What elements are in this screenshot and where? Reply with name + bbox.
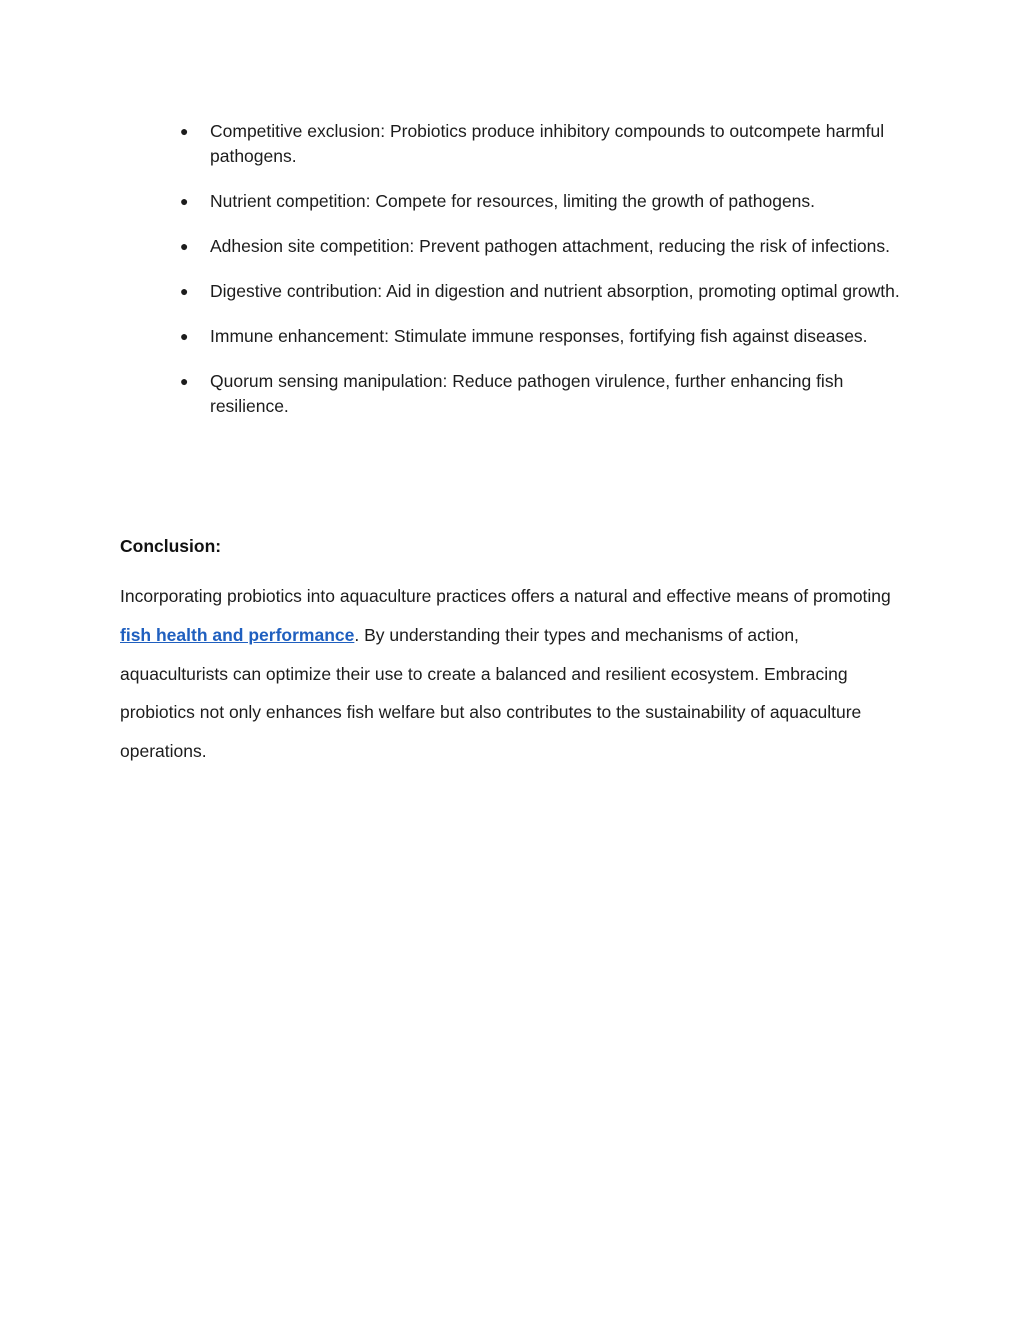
bullet-marker: ● <box>180 238 189 254</box>
bullet-text: Digestive contribution: Aid in digestion and nutrient absorption, promoting optimal growth. <box>210 281 900 301</box>
list-item <box>180 189 900 214</box>
fish-health-link[interactable]: fish health and performance <box>120 624 355 645</box>
bullet-text: Adhesion site competition: Prevent pathogen attachment, reducing the risk of infections. <box>210 236 890 256</box>
conclusion-text-end: . By understanding their types and mechanisms of action, aquaculturists can optimize their use to create a balanced and resilient ecosystem. Embracing probiotics not only enhances fish welfare but also contributes to the sustainability of aquaculture operations. <box>120 624 862 762</box>
list-item <box>180 369 900 419</box>
bullet-marker: ● <box>180 373 189 389</box>
bullet-text: Immune enhancement: Stimulate immune responses, fortifying fish against diseases. <box>210 326 868 346</box>
bullet-marker: ● <box>180 193 189 209</box>
bullet-marker: ● <box>180 283 189 299</box>
list-item <box>180 234 900 259</box>
list-item <box>180 119 900 169</box>
list-item <box>180 279 900 304</box>
bullet-text: Nutrient competition: Compete for resources, limiting the growth of pathogens. <box>210 191 816 211</box>
bullet-text: Quorum sensing manipulation: Reduce pathogen virulence, further enhancing fish resilience. <box>210 371 844 416</box>
bullet-text: Competitive exclusion: Probiotics produce inhibitory compounds to outcompete harmful pathogens. <box>210 121 885 166</box>
list-item <box>180 324 900 349</box>
bullet-marker: ● <box>180 328 189 344</box>
conclusion-text-start: Incorporating probiotics into aquaculture practices offers a natural and effective means of promoting <box>120 586 891 606</box>
bullet-marker: ● <box>180 123 189 139</box>
conclusion-paragraph <box>120 577 910 771</box>
mechanisms-bullet-list <box>180 119 900 439</box>
conclusion-heading: Conclusion: <box>120 536 222 556</box>
